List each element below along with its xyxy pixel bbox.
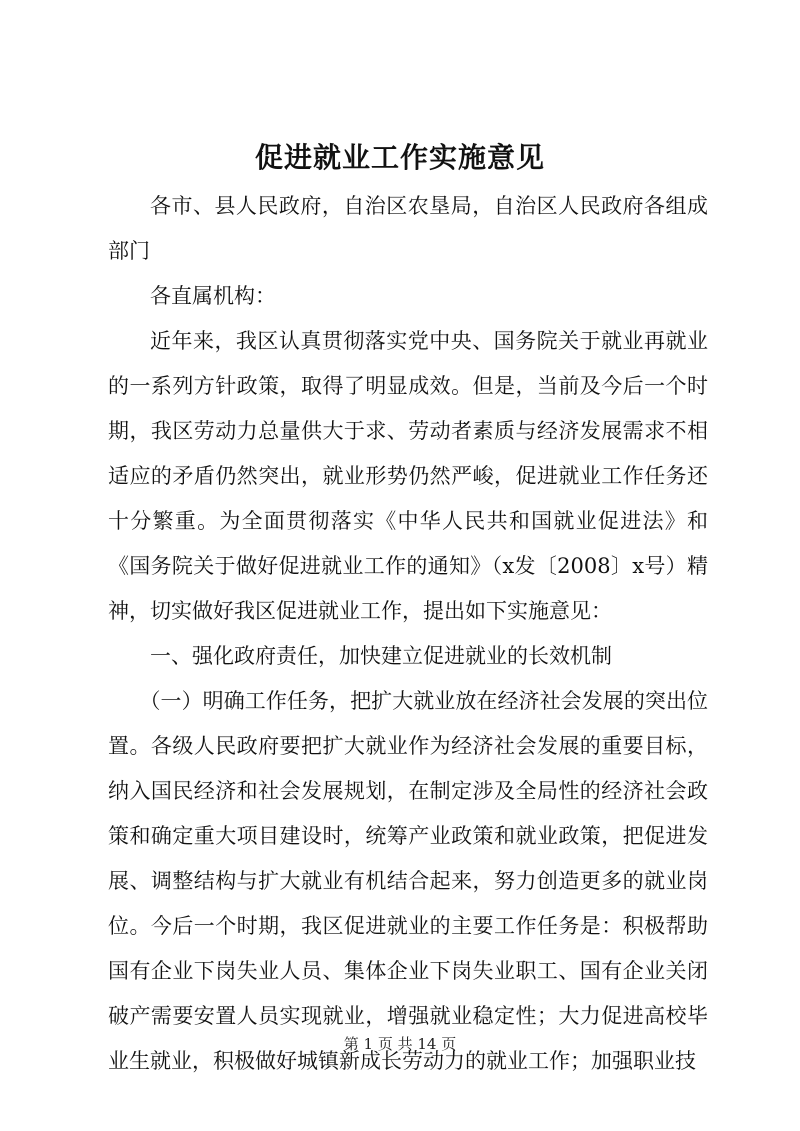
page-footer: 第 1 页 共 14 页 [343,1035,457,1053]
subsection-paragraph: （一）明确工作任务，把扩大就业放在经济社会发展的突出位置。各级人民政府要把扩大就业作为经济社会发展的重要目标，纳入国民经济和社会发展规划，在制定涉及全局性的经济社会政策和确定重大项目建设时，统筹产业政策和就业政策，把促进发展、调整结构与扩大就业有机结合起来，努力创造更多的就业岗位。今后一个时期，我区促进就业的主要工作任务是：积极帮助国有企业下岗失业人员、集体企业下岗失业职工、国有企业关闭破产需要安置人员实现就业，增强就业稳定性；大力促进高校毕业生就业，积极做好城镇新成长劳动力的就业工作；加强职业技 [108,689,708,1073]
document-body [108,184,708,1084]
document-title: 促进就业工作实施意见 [254,141,545,174]
addressee-continued-paragraph: 各直属机构： [150,284,276,308]
section-heading: 一、强化政府责任，加快建立促进就业的长效机制 [150,644,612,668]
addressee-paragraph: 各市、县人民政府，自治区农垦局，自治区人民政府各组成部门 [108,194,708,263]
intro-paragraph: 近年来，我区认真贯彻落实党中央、国务院关于就业再就业的一系列方针政策，取得了明显成效。但是，当前及今后一个时期，我区劳动力总量供大于求、劳动者素质与经济发展需求不相适应的矛盾仍然突出，就业形势仍然严峻，促进就业工作任务还十分繁重。为全面贯彻落实《中华人民共和国就业促进法》和《国务院关于做好促进就业工作的通知》（x发〔2008〕x号）精神，切实做好我区促进就业工作，提出如下实施意见： [108,329,708,623]
